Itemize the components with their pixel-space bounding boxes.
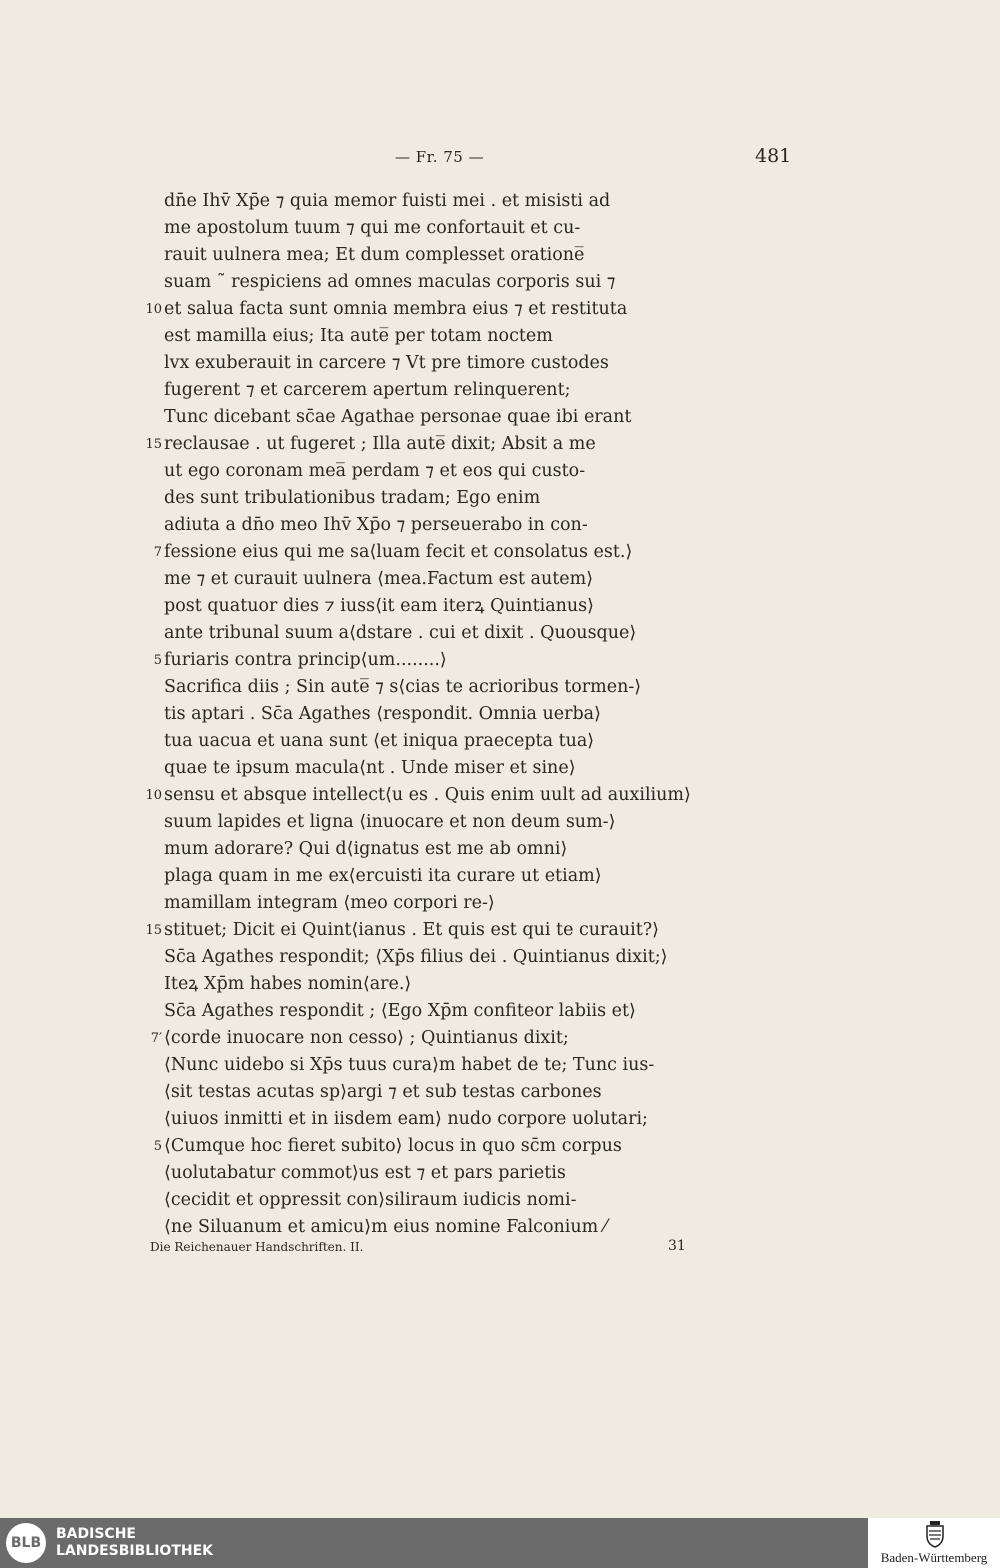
library-name-line1: BADISCHE [56,1526,136,1542]
line-text: et salua facta sunt omnia membra eius ⁊ et restituta [164,299,628,319]
line-text: Iteꝝ Xp̄m habes nomin⟨are.⟩ [164,974,412,994]
page-number: 481 [755,145,792,167]
text-line [140,566,760,593]
text-line [140,836,760,863]
text-line [140,188,760,215]
text-line [140,1052,760,1079]
text-line [140,404,760,431]
line-text: suam ˜ respiciens ad omnes maculas corporis sui ⁊ [164,272,616,292]
line-text: rauit uulnera mea; Et dum complesset oratione̅ [164,245,585,265]
text-line [140,1025,760,1052]
text-line [140,512,760,539]
blb-logo-text: BLB [10,1535,42,1551]
library-bar [0,1518,1000,1568]
line-text: tis aptari . Sc̄a Agathes ⟨respondit. Omnia uerba⟩ [164,704,601,724]
line-text: tua uacua et uana sunt ⟨et iniqua praecepta tua⟩ [164,731,595,751]
line-text: mamillam integram ⟨meo corpori re-⟩ [164,893,495,913]
text-line [140,215,760,242]
line-text: ⟨ne Siluanum et amicu⟩m eius nomine Falconium ⁄ [164,1217,607,1237]
line-text: lvx exuberauit in carcere ⁊ Vt pre timore custodes [164,353,609,373]
text-line [140,296,760,323]
line-text: ⟨sit testas acutas sp⟩argi ⁊ et sub testas carbones [164,1082,602,1102]
library-name[interactable] [56,1526,213,1560]
text-line [140,1160,760,1187]
line-text: suum lapides et ligna ⟨inuocare et non deum sum-⟩ [164,812,616,832]
text-line [140,890,760,917]
text-line [140,863,760,890]
text-line [140,728,760,755]
line-text: Sacrifica diis ; Sin aute̅ ⁊ s⟨cias te acrioribus tormen-⟩ [164,677,642,697]
text-line [140,269,760,296]
line-text: ⟨Cumque hoc fieret subito⟩ locus in quo sc̄m corpus [164,1136,622,1156]
text-line [140,701,760,728]
line-text: me ⁊ et curauit uulnera ⟨mea.Factum est autem⟩ [164,569,594,589]
text-block [140,188,760,1241]
line-text: dn̄e Ihv̄ Xp̄e ⁊ quia memor fuisti mei . et misisti ad [164,191,611,211]
text-line [140,1106,760,1133]
text-line [140,1187,760,1214]
line-text: ⟨corde inuocare non cesso⟩ ; Quintianus dixit; [164,1028,569,1048]
text-line [140,998,760,1025]
line-text: ⟨Nunc uidebo si Xp̄s tuus cura⟩m habet de te; Tunc ius- [164,1055,655,1075]
partner-logo[interactable] [868,1518,1000,1568]
text-line [140,350,760,377]
line-number: 15 [145,923,162,938]
text-line [140,944,760,971]
line-text: me apostolum tuum ⁊ qui me confortauit et cu- [164,218,581,238]
blb-logo[interactable] [6,1523,46,1563]
text-line [140,242,760,269]
line-number: 10 [145,302,162,317]
line-text: quae te ipsum macula⟨nt . Unde miser et sine⟩ [164,758,576,778]
line-text: ⟨cecidit et oppressit con⟩siliraum iudicis nomi- [164,1190,577,1210]
text-line [140,323,760,350]
text-line [140,674,760,701]
text-line [140,917,760,944]
line-text: mum adorare? Qui d⟨ignatus est me ab omni⟩ [164,839,568,859]
text-line [140,809,760,836]
text-line [140,458,760,485]
coat-of-arms-icon [924,1520,946,1548]
line-text: reclausae . ut fugeret ; Illa aute̅ dixit; Absit a me [164,434,596,454]
text-line [140,431,760,458]
text-line [140,593,760,620]
line-number: 15 [145,437,162,452]
line-text: Sc̄a Agathes respondit; ⟨Xp̄s filius dei . Quintianus dixit;⟩ [164,947,668,967]
text-line [140,755,760,782]
line-text: Sc̄a Agathes respondit ; ⟨Ego Xp̄m confiteor labiis et⟩ [164,1001,636,1021]
line-text: fessione eius qui me sa⟨luam fecit et consolatus est.⟩ [164,542,633,562]
partner-name: Baden-Württemberg [880,1550,988,1565]
line-text: adiuta a dn̄o meo Ihv̄ Xp̄o ⁊ perseuerabo in con- [164,515,588,535]
line-text: fugerent ⁊ et carcerem apertum relinquerent; [164,380,571,400]
line-text: post quatuor dies ⁊ iuss⟨it eam iterꝝ Quintianus⟩ [164,596,594,616]
line-number: 7 [153,545,162,560]
text-line [140,1214,760,1241]
text-line [140,539,760,566]
line-text: est mamilla eius; Ita aute̅ per totam noctem [164,326,553,346]
line-text: ut ego coronam mea̅ perdam ⁊ et eos qui custo- [164,461,586,481]
line-text: plaga quam in me ex⟨ercuisti ita curare ut etiam⟩ [164,866,602,886]
text-line [140,485,760,512]
line-text: ante tribunal suum a⟨dstare . cui et dixit . Quousque⟩ [164,623,637,643]
running-head: — Fr. 75 — [395,148,485,166]
text-line [140,782,760,809]
line-text: furiaris contra princip⟨um........⟩ [164,650,447,670]
text-line [140,1133,760,1160]
line-text: Tunc dicebant sc̄ae Agathae personae quae ibi erant [164,407,632,427]
text-line [140,971,760,998]
line-number: 5 [153,653,162,668]
footer-sheet-number: 31 [668,1238,686,1254]
text-line [140,647,760,674]
footer-signature: Die Reichenauer Handschriften. II. [150,1240,364,1254]
line-number: 7′ [150,1031,162,1046]
line-text: ⟨uiuos inmitti et in iisdem eam⟩ nudo corpore uolutari; [164,1109,648,1129]
text-line [140,377,760,404]
text-line [140,620,760,647]
line-number: 10 [145,788,162,803]
line-text: ⟨uolutabatur commot⟩us est ⁊ et pars parietis [164,1163,566,1183]
library-name-line2: LANDESBIBLIOTHEK [56,1543,214,1559]
line-number: 5 [153,1139,162,1154]
line-text: stituet; Dicit ei Quint⟨ianus . Et quis est qui te curauit?⟩ [164,920,659,940]
line-text: sensu et absque intellect⟨u es . Quis enim uult ad auxilium⟩ [164,785,691,805]
text-line [140,1079,760,1106]
line-text: des sunt tribulationibus tradam; Ego enim [164,488,541,508]
